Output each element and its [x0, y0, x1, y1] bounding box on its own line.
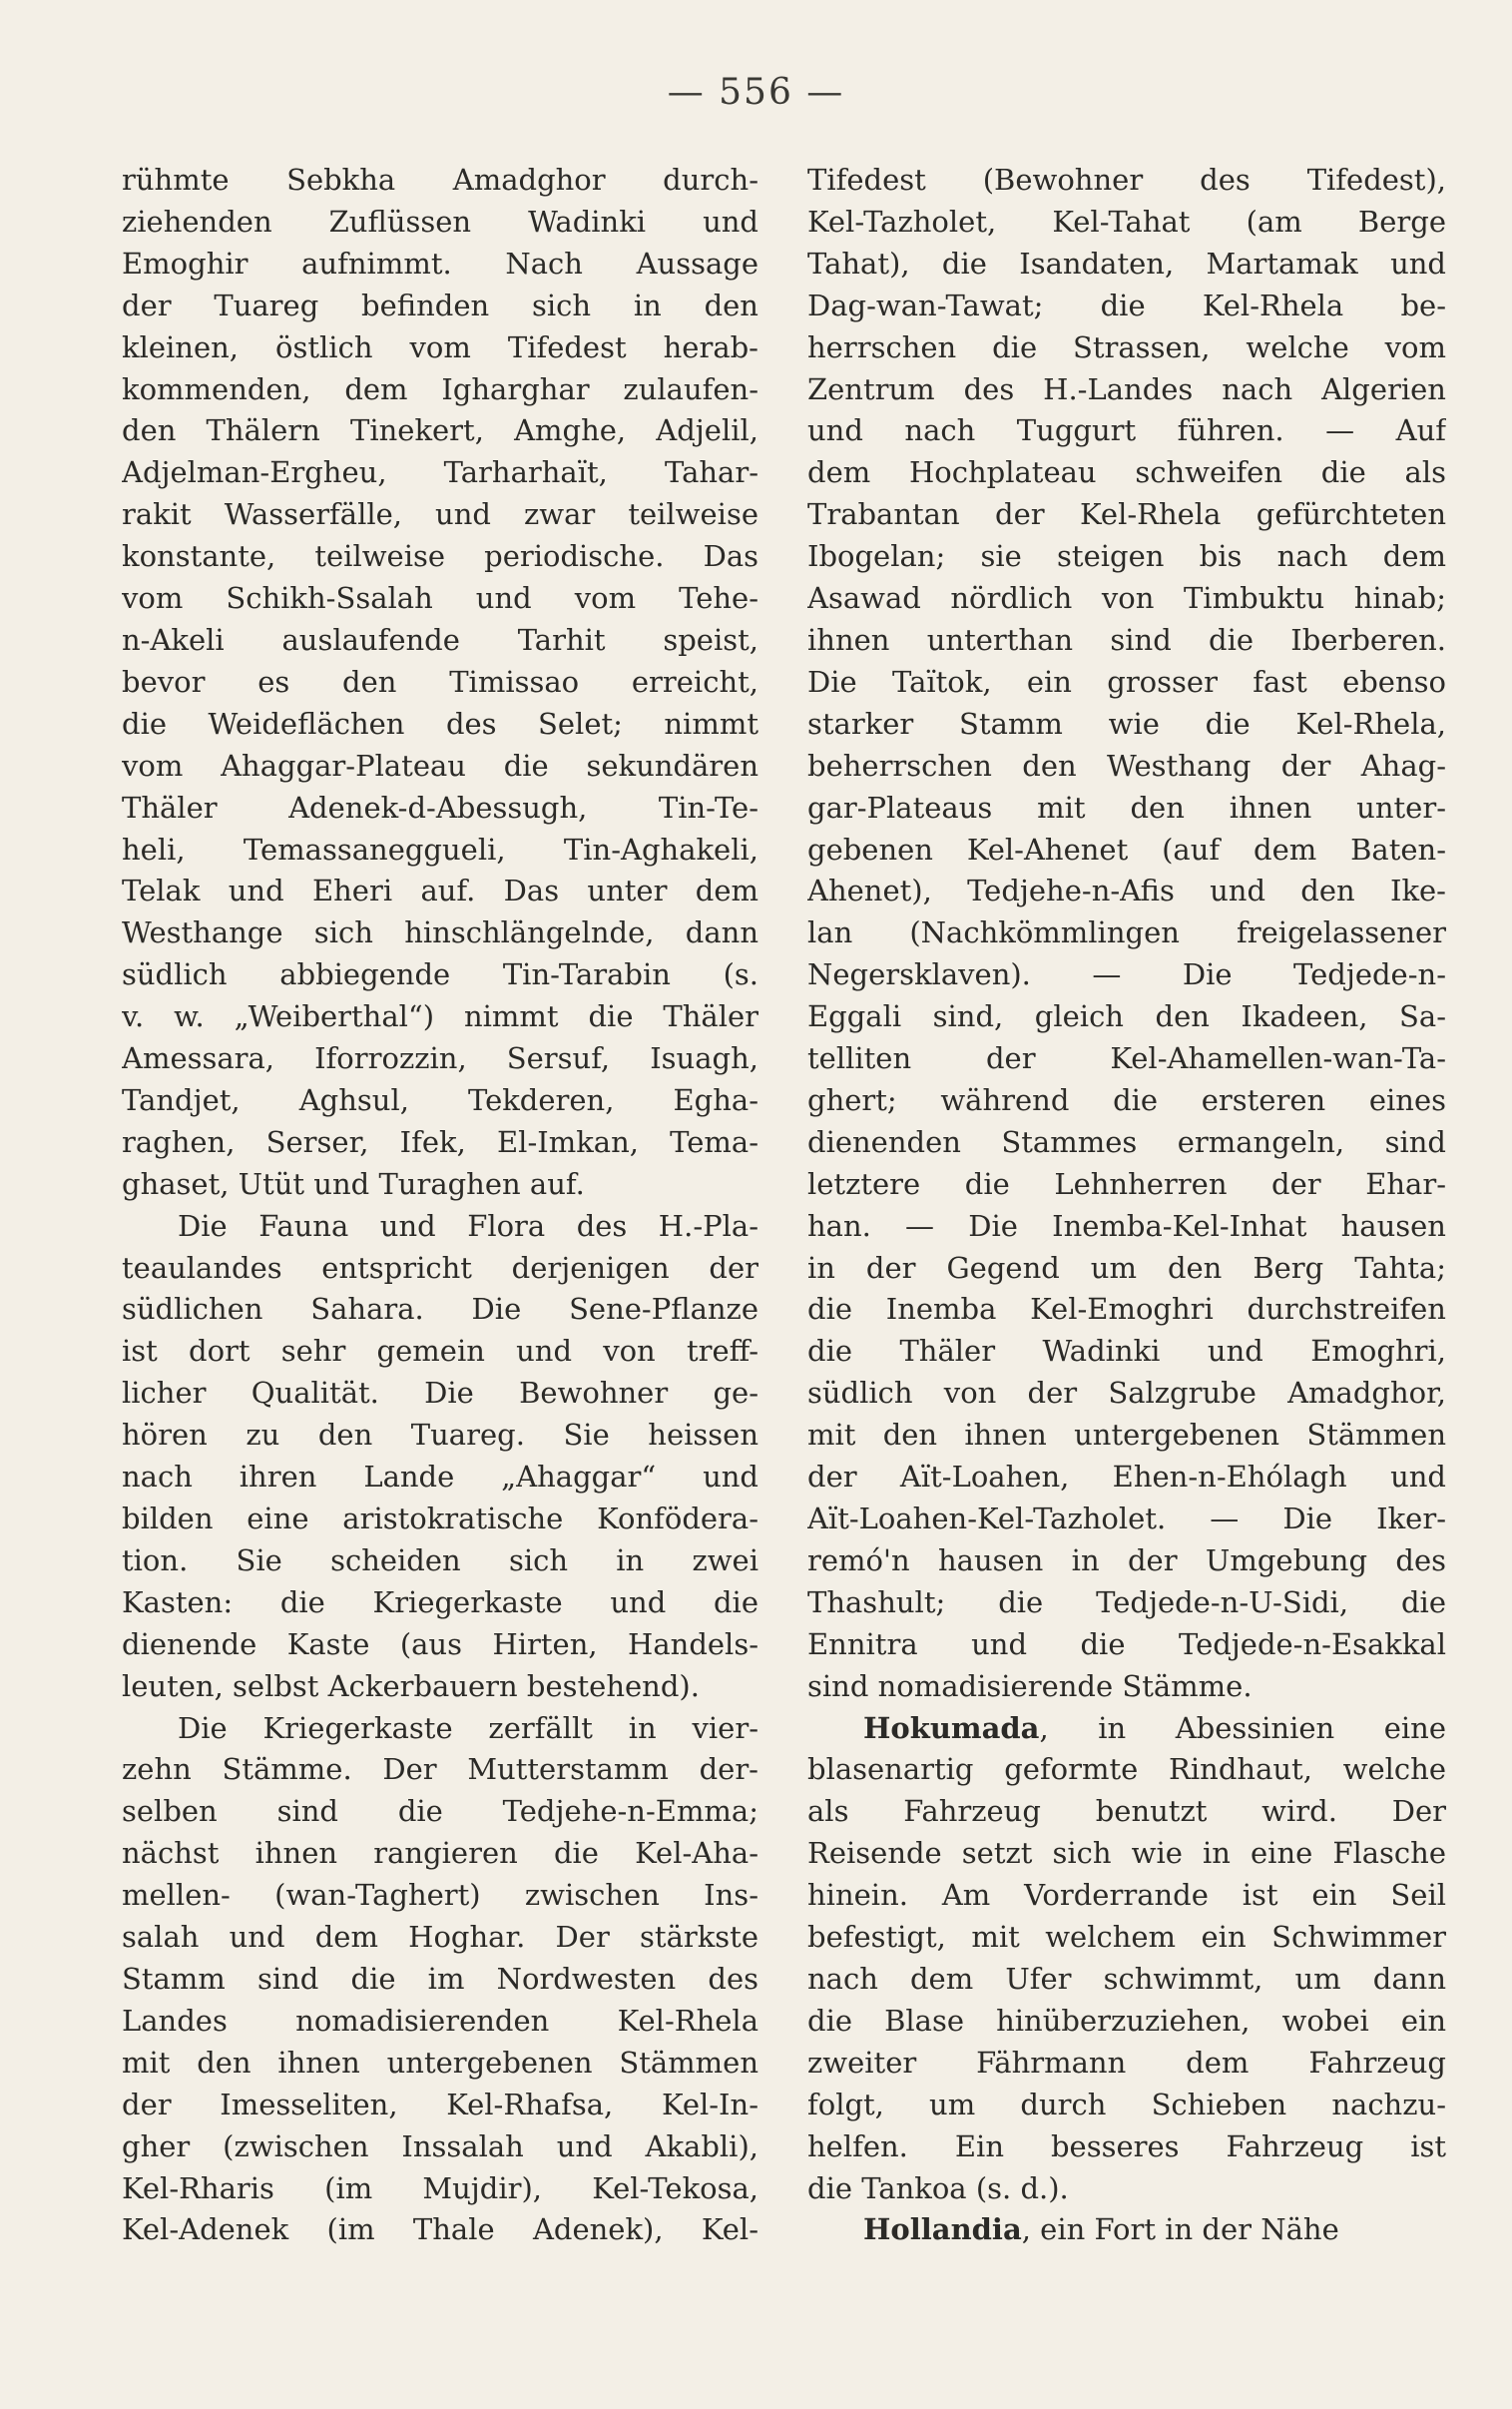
text-line: die Tankoa (s. d.). — [807, 2170, 1069, 2205]
text-line: telliten der Kel-Ahamellen-wan-Ta- — [807, 1041, 1446, 1076]
text-line: Tahat), die Isandaten, Martamak und — [807, 246, 1446, 281]
text-line: befestigt, mit welchem ein Schwimmer — [807, 1920, 1446, 1955]
text-line: Kel-Adenek (im Thale Adenek), Kel- — [122, 2212, 758, 2247]
text-line: lan (Nachkömmlingen freigelassener — [807, 915, 1446, 950]
text-line: Stamm sind die im Nordwesten des — [122, 1961, 758, 1996]
text-line: Thäler Adenek-d-Abessugh, Tin-Te- — [122, 790, 758, 825]
text-line: ihnen unterthan sind die Iberberen. — [807, 622, 1446, 657]
text-line: hören zu den Tuareg. Sie heissen — [122, 1418, 758, 1453]
text-line: Aït-Loahen-Kel-Tazholet. — Die Iker- — [807, 1502, 1446, 1535]
text-line: selben sind die Tedjehe-n-Emma; — [122, 1794, 758, 1829]
text-line: gar-Plateaus mit den ihnen unter- — [807, 790, 1446, 825]
text-line: helfen. Ein besseres Fahrzeug ist — [807, 2128, 1446, 2163]
entry-text: , ein Fort in der Nähe — [1021, 2212, 1339, 2247]
text-line: ghert; während die ersteren eines — [807, 1082, 1446, 1117]
text-line: rakit Wasserfälle, und zwar teilweise — [122, 497, 758, 532]
text-line: folgt, um durch Schieben nachzu- — [807, 2087, 1446, 2121]
text-line: kleinen, östlich vom Tifedest herab- — [122, 329, 758, 364]
text-line: Kasten: die Kriegerkaste und die — [122, 1584, 758, 1619]
page-number: — 556 — — [667, 72, 845, 113]
text-line: teaulandes entspricht derjenigen der — [122, 1250, 758, 1285]
left-column — [122, 160, 758, 2251]
text-line: salah und dem Hoghar. Der stärkste — [122, 1920, 758, 1955]
text-line: blasenartig geformte Rindhaut, welche — [807, 1752, 1446, 1787]
text-line: Tifedest (Bewohner des Tifedest), — [807, 163, 1446, 197]
text-line: Negersklaven). — Die Tedjede-n- — [807, 957, 1446, 992]
text-line: Die Taïtok, ein grosser fast ebenso — [807, 664, 1446, 699]
text-line: ghaset, Utüt und Turaghen auf. — [122, 1166, 585, 1201]
text-line: sind nomadisierende Stämme. — [807, 1668, 1253, 1703]
text-line: Adjelman-Ergheu, Tarharhaït, Tahar- — [122, 455, 758, 490]
text-line: die Inemba Kel-Emoghri durchstreifen — [807, 1292, 1446, 1327]
text-line: Kel-Tazholet, Kel-Tahat (am Berge — [807, 204, 1446, 239]
text-line: Landes nomadisierenden Kel-Rhela — [122, 2003, 758, 2038]
text-line: die Weideflächen des Selet; nimmt — [122, 706, 758, 741]
text-line: gebenen Kel-Ahenet (auf dem Baten- — [807, 832, 1446, 867]
text-line: Ahenet), Tedjehe-n-Afis und den Ike- — [807, 874, 1446, 908]
text-line: Amessara, Iforrozzin, Sersuf, Isuagh, — [122, 1041, 758, 1076]
text-line: mit den ihnen untergebenen Stämmen — [807, 1418, 1446, 1453]
text-line: v. w. „Weiberthal“) nimmt die Thäler — [122, 999, 758, 1034]
text-line: südlichen Sahara. Die Sene-Pflanze — [122, 1292, 758, 1327]
text-line: Telak und Eheri auf. Das unter dem — [122, 874, 758, 908]
entry-text: , in Abessinien eine — [1039, 1710, 1446, 1745]
entry-line — [807, 1708, 1446, 1750]
entry-line — [807, 2209, 1446, 2251]
text-line: mit den ihnen untergebenen Stämmen — [122, 2045, 758, 2080]
text-line: in der Gegend um den Berg Tahta; — [807, 1250, 1446, 1285]
text-line: heli, Temassaneggueli, Tin-Aghakeli, — [122, 832, 758, 867]
text-line: Die Kriegerkaste zerfällt in vier- — [178, 1710, 758, 1745]
text-line: als Fahrzeug benutzt wird. Der — [807, 1794, 1446, 1829]
text-line: letztere die Lehnherren der Ehar- — [807, 1166, 1446, 1201]
text-line: raghen, Serser, Ifek, El-Imkan, Tema- — [122, 1124, 758, 1159]
text-line: Kel-Rharis (im Mujdir), Kel-Tekosa, — [122, 2170, 758, 2205]
text-line: vom Schikh-Ssalah und vom Tehe- — [122, 581, 758, 616]
text-line: licher Qualität. Die Bewohner ge- — [122, 1376, 758, 1411]
text-line: beherrschen den Westhang der Ahag- — [807, 748, 1446, 783]
text-line: konstante, teilweise periodische. Das — [122, 539, 758, 574]
text-line: nächst ihnen rangieren die Kel-Aha- — [122, 1836, 758, 1871]
text-line: Die Fauna und Flora des H.-Pla- — [178, 1208, 758, 1243]
text-line: rühmte Sebkha Amadghor durch- — [122, 163, 758, 197]
right-column — [807, 160, 1446, 2251]
text-line: Zentrum des H.-Landes nach Algerien — [807, 371, 1446, 406]
text-line: Ennitra und die Tedjede-n-Esakkal — [807, 1626, 1446, 1661]
text-line: remó'n hausen in der Umgebung des — [807, 1542, 1446, 1577]
text-line: die Thäler Wadinki und Emoghri, — [807, 1334, 1446, 1369]
text-line: zweiter Fährmann dem Fahrzeug — [807, 2045, 1446, 2080]
text-line: tion. Sie scheiden sich in zwei — [122, 1542, 758, 1577]
text-line: und nach Tuggurt führen. — Auf — [807, 413, 1446, 448]
text-line: dienenden Stammes ermangeln, sind — [807, 1124, 1446, 1159]
text-line: han. — Die Inemba-Kel-Inhat hausen — [807, 1208, 1446, 1243]
text-line: der Tuareg befinden sich in den — [122, 288, 758, 322]
text-line: gher (zwischen Inssalah und Akabli), — [122, 2128, 758, 2163]
text-line: bevor es den Timissao erreicht, — [122, 664, 758, 699]
text-line: herrschen die Strassen, welche vom — [807, 329, 1446, 364]
text-line: zehn Stämme. Der Mutterstamm der- — [122, 1752, 758, 1787]
text-line: südlich abbiegende Tin-Tarabin (s. — [122, 957, 758, 992]
text-line: Asawad nördlich von Timbuktu hinab; — [807, 581, 1446, 616]
text-line: nach dem Ufer schwimmt, um dann — [807, 1961, 1446, 1996]
text-line: Westhange sich hinschlängelnde, dann — [122, 915, 758, 950]
text-line: dem Hochplateau schweifen die als — [807, 455, 1446, 490]
text-line: ist dort sehr gemein und von treff- — [122, 1334, 758, 1369]
text-line: starker Stamm wie die Kel-Rhela, — [807, 706, 1446, 741]
text-line: bilden eine aristokratische Konfödera- — [122, 1502, 758, 1535]
text-line: die Blase hinüberzuziehen, wobei ein — [807, 2003, 1446, 2038]
entry-headword: Hollandia — [863, 2212, 1022, 2247]
text-line: leuten, selbst Ackerbauern bestehend). — [122, 1668, 700, 1703]
text-line: n-Akeli auslaufende Tarhit speist, — [122, 622, 758, 657]
text-line: Thashult; die Tedjede-n-U-Sidi, die — [807, 1584, 1446, 1619]
text-line: hinein. Am Vorderrande ist ein Seil — [807, 1878, 1446, 1913]
text-line: mellen- (wan-Taghert) zwischen Ins- — [122, 1878, 758, 1913]
text-line: Trabantan der Kel-Rhela gefürchteten — [807, 497, 1446, 532]
text-line: Ibogelan; sie steigen bis nach dem — [807, 539, 1446, 574]
text-line: Eggali sind, gleich den Ikadeen, Sa- — [807, 999, 1446, 1034]
text-line: Dag-wan-Tawat; die Kel-Rhela be- — [807, 288, 1446, 322]
text-line: Reisende setzt sich wie in eine Flasche — [807, 1836, 1446, 1871]
text-line: der Aït-Loahen, Ehen-n-Ehólagh und — [807, 1460, 1446, 1495]
text-line: Emoghir aufnimmt. Nach Aussage — [122, 246, 758, 281]
text-line: südlich von der Salzgrube Amadghor, — [807, 1376, 1446, 1411]
text-line: Tandjet, Aghsul, Tekderen, Egha- — [122, 1082, 758, 1117]
text-line: dienende Kaste (aus Hirten, Handels- — [122, 1626, 758, 1661]
text-line: nach ihren Lande „Ahaggar“ und — [122, 1460, 758, 1495]
text-line: der Imesseliten, Kel-Rhafsa, Kel-In- — [122, 2087, 758, 2121]
entry-headword: Hokumada — [863, 1710, 1040, 1745]
text-line: kommenden, dem Igharghar zulaufen- — [122, 371, 758, 406]
text-line: vom Ahaggar-Plateau die sekundären — [122, 748, 758, 783]
text-line: den Thälern Tinekert, Amghe, Adjelil, — [122, 413, 758, 448]
text-line: ziehenden Zuflüssen Wadinki und — [122, 204, 758, 239]
